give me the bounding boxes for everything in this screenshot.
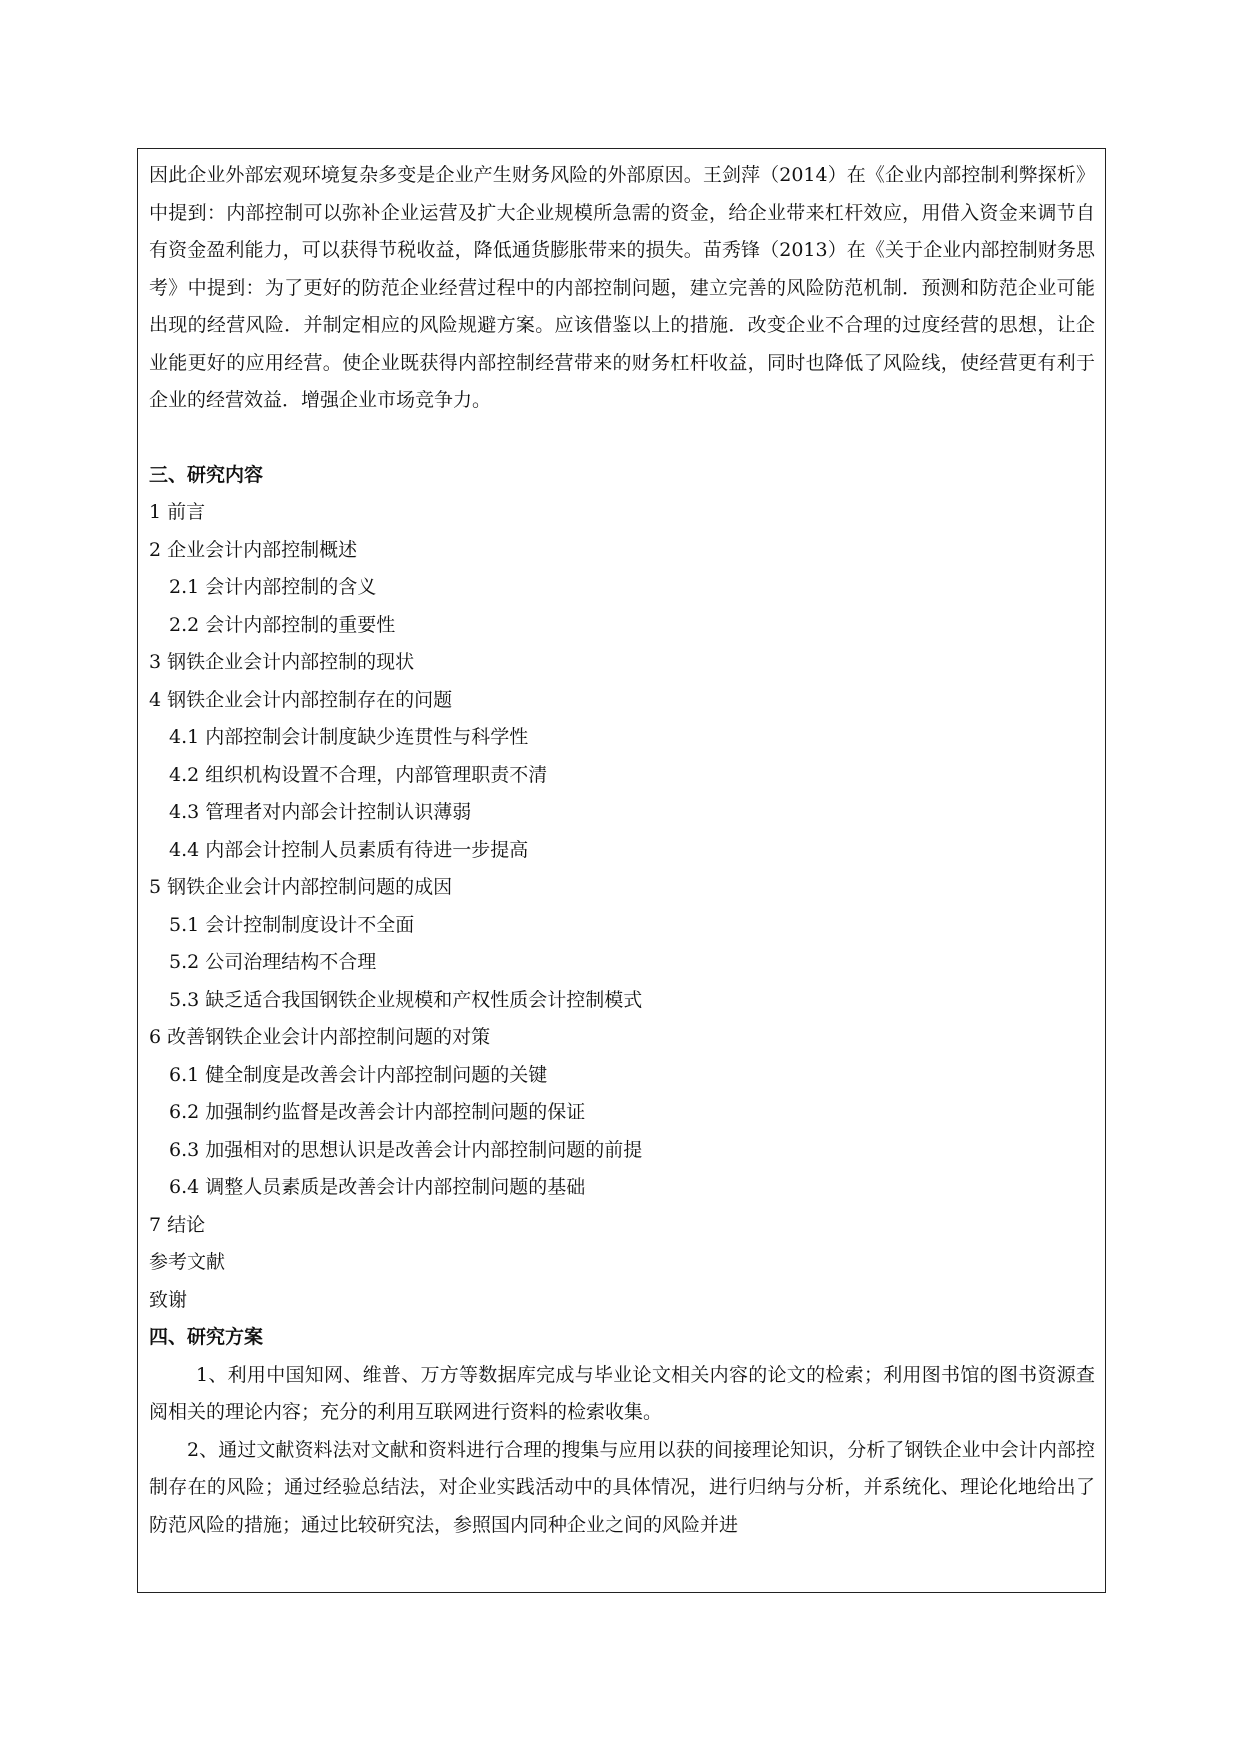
research-outline xyxy=(149,494,1095,1319)
outline-item: 4 钢铁企业会计内部控制存在的问题 xyxy=(149,688,453,711)
outline-item: 6.2 加强制约监督是改善会计内部控制问题的保证 xyxy=(169,1101,586,1123)
outline-item: 2.2 会计内部控制的重要性 xyxy=(169,613,396,636)
section-heading-research-plan: 四、研究方案 xyxy=(149,1326,264,1348)
outline-item: 5.1 会计控制制度设计不全面 xyxy=(169,913,415,936)
section-heading-research-content: 三、研究内容 xyxy=(149,463,264,486)
outline-item: 5.2 公司治理结构不合理 xyxy=(169,951,377,973)
outline-item: 4.2 组织机构设置不合理，内部管理职责不清 xyxy=(169,763,548,786)
outline-item: 4.1 内部控制会计制度缺少连贯性与科学性 xyxy=(169,726,529,748)
outline-item: 致谢 xyxy=(149,1288,188,1311)
plan-paragraph-2: 2、通过文献资料法对文献和资料进行合理的搜集与应用以获的间接理论知识，分析了钢铁企业中会计内部控制存在的风险；通过经验总结法，对企业实践活动中的具体情况，进行归纳与分析，并系统化、理论化地给出了防范风险的措施；通过比较研究法，参照国内同种企业之间的风险并进 xyxy=(149,1438,1095,1536)
outline-item: 2 企业会计内部控制概述 xyxy=(149,538,358,561)
outline-item: 5 钢铁企业会计内部控制问题的成因 xyxy=(149,876,453,898)
blank-line xyxy=(149,420,1095,457)
outline-item: 6.1 健全制度是改善会计内部控制问题的关键 xyxy=(169,1063,548,1086)
outline-item: 1 前言 xyxy=(149,501,206,523)
cell-content xyxy=(149,157,1095,1544)
outline-item: 4.3 管理者对内部会计控制认识薄弱 xyxy=(169,801,472,823)
plan-paragraph-1: 1、利用中国知网、维普、万方等数据库完成与毕业论文相关内容的论文的检索；利用图书馆的图书资源查阅相关的理论内容；充分的利用互联网进行资料的检索收集。 xyxy=(149,1363,1095,1423)
outline-item: 2.1 会计内部控制的含义 xyxy=(169,576,377,598)
outline-item: 6.4 调整人员素质是改善会计内部控制问题的基础 xyxy=(169,1176,586,1198)
literature-review-paragraph: 因此企业外部宏观环境复杂多变是企业产生财务风险的外部原因。王剑萍（2014）在《企业内部控制利弊探析》中提到：内部控制可以弥补企业运营及扩大企业规模所急需的资金，给企业带来杠杆效应，用借入资金来调节自有资金盈利能力，可以获得节税收益，降低通货膨胀带来的损失。苗秀锋（2013）在《关于企业内部控制财务思考》中提到：为了更好的防范企业经营过程中的内部控制问题，建立完善的风险防范机制．预测和防范企业可能出现的经营风险．并制定相应的风险规避方案。应该借鉴以上的措施．改变企业不合理的过度经营的思想，让企业能更好的应用经营。使企业既获得内部控制经营带来的财务杠杆收益，同时也降低了风险线，使经营更有利于企业的经营效益．增强企业市场竞争力。 xyxy=(149,164,1095,411)
outline-item: 6.3 加强相对的思想认识是改善会计内部控制问题的前提 xyxy=(169,1138,643,1161)
outline-item: 5.3 缺乏适合我国钢铁企业规模和产权性质会计控制模式 xyxy=(169,988,643,1011)
outline-item: 4.4 内部会计控制人员素质有待进一步提高 xyxy=(169,838,529,861)
form-table-cell xyxy=(137,148,1106,1593)
outline-item: 3 钢铁企业会计内部控制的现状 xyxy=(149,651,415,673)
outline-item: 参考文献 xyxy=(149,1251,226,1273)
outline-item: 6 改善钢铁企业会计内部控制问题的对策 xyxy=(149,1026,491,1048)
outline-item: 7 结论 xyxy=(149,1213,206,1236)
